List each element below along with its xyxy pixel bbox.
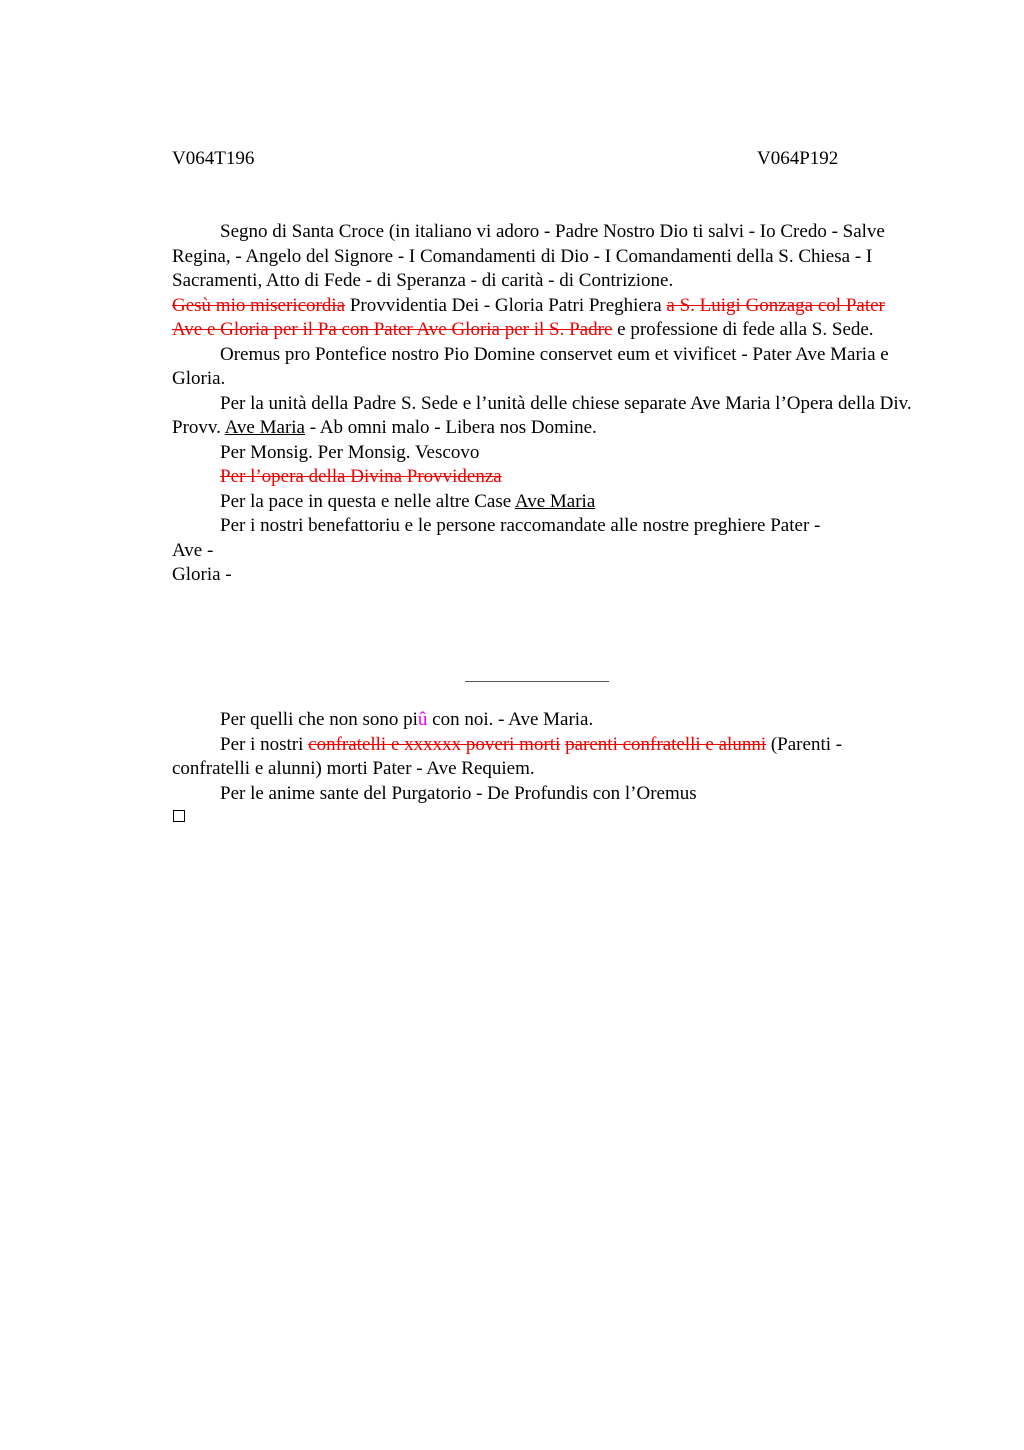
paragraph-prayers [172,220,917,343]
paragraph-monsignor: Per Monsig. Per Monsig. Vescovo [220,441,480,463]
empty-checkbox-glyph [173,810,185,822]
underlined-text: Ave Maria [514,490,596,512]
text-run: - Ab omni malo - Libera nos Domine. [305,417,597,438]
highlighted-character: û [417,709,428,730]
text-run: Segno di Santa Croce (in italiano vi adoro - Padre Nostro Dio ti salvi - Io Credo - Salve Regina, - Angelo del Signore - I Comandamenti di Dio - I Comandamenti della S. Chiesa - I Sacramenti, Atto di Fede - di Speranza - di carità - di Contrizione. [172,221,885,291]
deleted-text: a S. Luigi Gonzaga col Pater Ave e Gloria per il Pa con Pater Ave Gloria per il S. Padre [172,294,885,340]
text-run: Per la unità della Padre S. Sede e l’unità delle chiese separate Ave Maria l’Opera della Div. Provv. [172,392,912,438]
paragraph-deleted [172,465,917,490]
paragraph-benefactors: Per i nostri benefattoriu e le persone raccomandate alle nostre preghiere Pater - [220,515,821,536]
header-left-code: V064T196 [172,148,255,169]
text-run: Provvidentia Dei - Gloria Patri Preghiera [345,294,667,316]
paragraph-departed [172,708,917,733]
section-separator [465,681,609,682]
deleted-text: Gesù mio misericordia [172,294,346,316]
paragraph-unity [172,392,917,441]
header-right-code: V064P192 [757,148,839,169]
paragraph-benefactors-line2: Ave - [172,539,214,561]
paragraph-confratelli [172,733,917,782]
text-run: Per i nostri [220,733,309,755]
main-text-continued [172,708,917,806]
deleted-text: parenti confratelli e alunni [565,733,767,755]
text-run: e professione di fede alla S. Sede. [612,319,874,340]
paragraph-peace [172,490,917,515]
paragraph-benefactors-line3: Gloria - [172,564,232,585]
deleted-text: confratelli e xxxxxx poveri morti [308,733,561,755]
text-run: con noi. - Ave Maria. [427,709,594,730]
deleted-text: Per l’opera della Divina Provvidenza [220,466,502,487]
text-run: Per la pace in questa e nelle altre Case [220,490,515,512]
main-text [172,220,917,588]
paragraph-oremus: Oremus pro Pontefice nostro Pio Domine conservet eum et vivificet - Pater Ave Maria e Gloria. [172,343,889,389]
text-run: Per quelli che non sono pi [220,709,418,730]
text-run: (Parenti - confratelli e alunni) morti Pater - Ave Requiem. [172,733,843,779]
underlined-text: Ave Maria [224,417,305,438]
paragraph-purgatory: Per le anime sante del Purgatorio - De Profundis con l’Oremus [220,782,697,804]
